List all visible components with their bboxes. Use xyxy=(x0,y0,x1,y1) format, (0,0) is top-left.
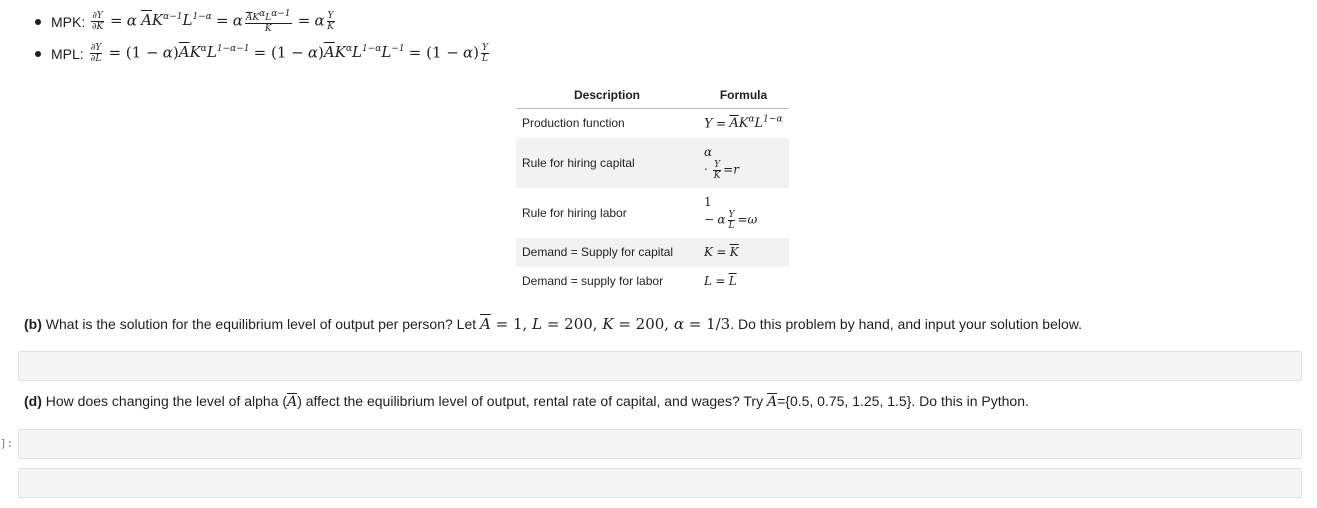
question-d-mid: ) affect the equilibrium level of output, rental rate of capital, and wages? Try xyxy=(297,393,767,409)
row-formula: 1 − α $\frac{Y}{L}$ =ω xyxy=(704,195,758,231)
question-b-label: (b) xyxy=(24,316,42,332)
mpl-bullet xyxy=(35,43,491,64)
question-b xyxy=(24,315,1082,333)
mpk-equation: $\frac{\partial Y}{\partial K}$ = α $\overline{A}K^{\alpha-1}L^{1-\alpha} = \alpha$ $\frac{\overline{A}K^\alpha L^{\alpha-1}}{K}$ = α $\frac{Y}{K}$ xyxy=(91,9,334,34)
row-description: Production function xyxy=(522,116,625,131)
table-row xyxy=(516,138,789,188)
bullet-dot xyxy=(35,19,41,25)
mpk-bullet xyxy=(35,9,337,34)
question-d-tail: ={0.5, 0.75, 1.25, 1.5}. Do this in Python. xyxy=(777,393,1029,409)
answer-cell-b[interactable] xyxy=(18,351,1302,381)
row-description: Rule for hiring capital xyxy=(516,138,698,188)
cell-prompt: ]: xyxy=(0,437,14,450)
a-bar-symbol: $\overline{A}$ xyxy=(287,394,298,410)
table-row xyxy=(516,188,789,238)
a-bar-symbol: $\overline{A}$ xyxy=(766,394,778,410)
bullet-dot xyxy=(35,51,41,57)
equations-table xyxy=(516,84,789,296)
table-row xyxy=(516,238,789,267)
question-b-text: What is the solution for the equilibrium level of output per person? Let xyxy=(45,316,481,332)
row-formula: $L = \overline{L}$ xyxy=(704,274,737,288)
question-d xyxy=(24,393,1029,410)
question-d-label: (d) xyxy=(24,393,42,409)
code-cell[interactable] xyxy=(18,468,1302,498)
row-description: Demand = Supply for capital xyxy=(516,238,698,267)
table-row xyxy=(516,109,789,138)
row-description: Demand = supply for labor xyxy=(522,274,664,288)
question-b-tail: . Do this problem by hand, and input your solution below. xyxy=(730,316,1082,332)
row-formula: α · $\frac{Y}{K}$ =r xyxy=(698,138,789,188)
question-b-params: $\overline{A} = 1$, L = 200, K = 200, α = 1/3 xyxy=(480,315,731,333)
row-description: Rule for hiring labor xyxy=(522,205,627,220)
header-formula: Formula xyxy=(698,84,789,109)
question-d-text: How does changing the level of alpha ( xyxy=(45,393,288,409)
row-formula: $K = \overline{K}$ xyxy=(698,238,789,267)
table-header-row xyxy=(516,84,789,109)
mpl-label: MPL: xyxy=(51,45,84,62)
mpk-label: MPK: xyxy=(51,13,86,30)
mpl-equation: $\frac{\partial Y}{\partial L}$ = $(1 - \alpha)\overline{A}K^\alpha L^{1-\alpha-1} = (1 - \alpha)\overline{A}K^\alpha L^{1-\alpha}L^{-1} = (1 - \alpha)$ $\frac{Y}{L}$ xyxy=(90,43,488,64)
code-cell[interactable] xyxy=(18,429,1302,459)
table-row xyxy=(516,267,789,296)
row-formula: $Y = \overline{A}K^\alpha L^{1-\alpha}$ xyxy=(704,115,783,132)
header-description: Description xyxy=(516,84,698,109)
